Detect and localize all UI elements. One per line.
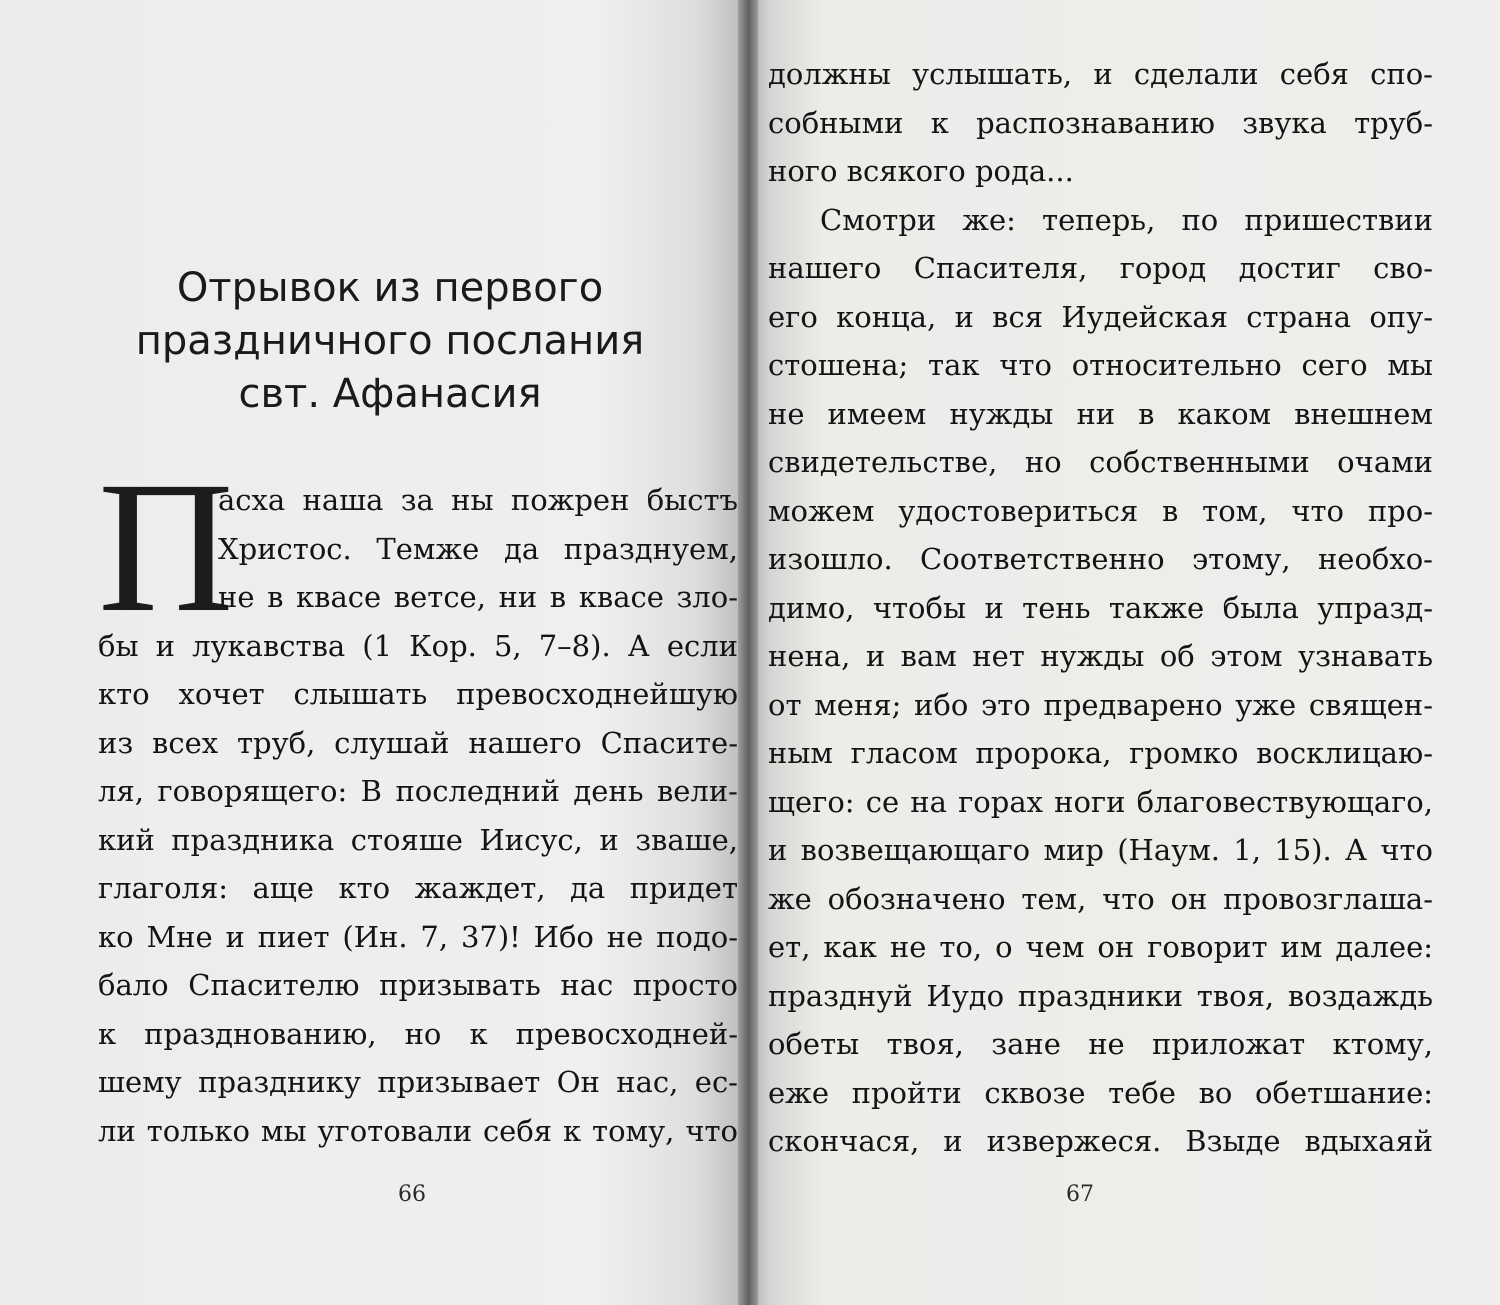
text-line: должны услышать, и сделали себя спо- bbox=[768, 57, 1433, 91]
text-line: ли только мы уготовали себя к тому, что bbox=[98, 1113, 738, 1148]
text-line: ного всякого рода... bbox=[768, 154, 1074, 188]
text-line: шему празднику призывает Он нас, ес- bbox=[98, 1065, 738, 1099]
text-line: Смотри же: теперь, по пришествии bbox=[820, 202, 1433, 237]
text-line: димо, чтобы и тень также была упразд- bbox=[768, 590, 1433, 625]
text-line: скончася, и извержеся. Взыде вдыхаяй bbox=[768, 1124, 1433, 1158]
left-body-text bbox=[98, 476, 738, 1155]
text-line: из всех труб, слушай нашего Спасите- bbox=[98, 725, 738, 760]
text-line: нена, и вам нет нужды об этом узнавать bbox=[768, 639, 1433, 673]
text-line: обеты твоя, зане не приложат ктому, bbox=[768, 1027, 1433, 1061]
text-line: бы и лукавства (1 Кор. 5, 7–8). А если bbox=[98, 628, 738, 663]
text-line: его конца, и вся Иудейская страна опу- bbox=[768, 299, 1433, 334]
text-line: празднуй Иудо праздники твоя, воздаждь bbox=[768, 978, 1433, 1013]
text-line: бало Спасителю призывать нас просто bbox=[98, 968, 738, 1002]
text-line: не в квасе ветсе, ни в квасе зло- bbox=[218, 580, 738, 614]
text-line: Христос. Темже да празднуем, bbox=[218, 531, 738, 566]
text-line: ля, говорящего: В последний день вели- bbox=[98, 774, 738, 808]
text-line: не имеем нужды ни в каком внешнем bbox=[768, 396, 1433, 431]
text-line: ным гласом пророка, громко восклицаю- bbox=[768, 736, 1433, 770]
section-heading bbox=[80, 262, 700, 421]
drop-cap: П bbox=[98, 442, 234, 651]
right-body-text bbox=[768, 50, 1433, 1166]
text-line: асха наша за ны пожрен быстъ bbox=[218, 483, 738, 517]
text-line: от меня; ибо это предварено уже священ- bbox=[768, 687, 1433, 722]
text-line: ет, как не то, о чем он говорит им далее: bbox=[768, 930, 1433, 964]
text-line: ко Мне и пиет (Ин. 7, 37)! Ибо не подо- bbox=[98, 919, 738, 954]
heading-line: свт. Афанасия bbox=[238, 371, 542, 417]
text-line: нашего Спасителя, город достиг сво- bbox=[768, 251, 1433, 285]
text-line: можем удостовериться в том, что про- bbox=[768, 493, 1433, 528]
text-line: еже пройти сквозе тебе во обетшание: bbox=[768, 1075, 1433, 1110]
text-line: глаголя: аще кто жаждет, да придет bbox=[98, 871, 738, 905]
left-page bbox=[0, 0, 748, 1305]
book-gutter bbox=[738, 0, 758, 1305]
text-line: стошена; так что относительно сего мы bbox=[768, 348, 1433, 382]
text-line: же обозначено тем, что он провозглаша- bbox=[768, 881, 1433, 916]
page-number-right: 67 bbox=[1066, 1182, 1094, 1207]
text-line: собными к распознаванию звука труб- bbox=[768, 105, 1433, 140]
heading-line: праздничного послания bbox=[135, 318, 645, 364]
text-line: свидетельстве, но собственными очами bbox=[768, 445, 1433, 479]
heading-line: Отрывок из первого bbox=[176, 265, 604, 311]
page-number-left: 66 bbox=[398, 1182, 426, 1207]
text-line: щего: се на горах ноги благовествующаго, bbox=[768, 784, 1433, 819]
text-line: изошло. Соответственно этому, необхо- bbox=[768, 542, 1433, 576]
text-line: кий праздника стояше Иисус, и зваше, bbox=[98, 822, 738, 857]
text-line: и возвещающаго мир (Наум. 1, 15). А что bbox=[768, 833, 1433, 867]
text-line: кто хочет слышать превосходнейшую bbox=[98, 677, 738, 711]
text-line: к празднованию, но к превосходней- bbox=[98, 1016, 738, 1051]
